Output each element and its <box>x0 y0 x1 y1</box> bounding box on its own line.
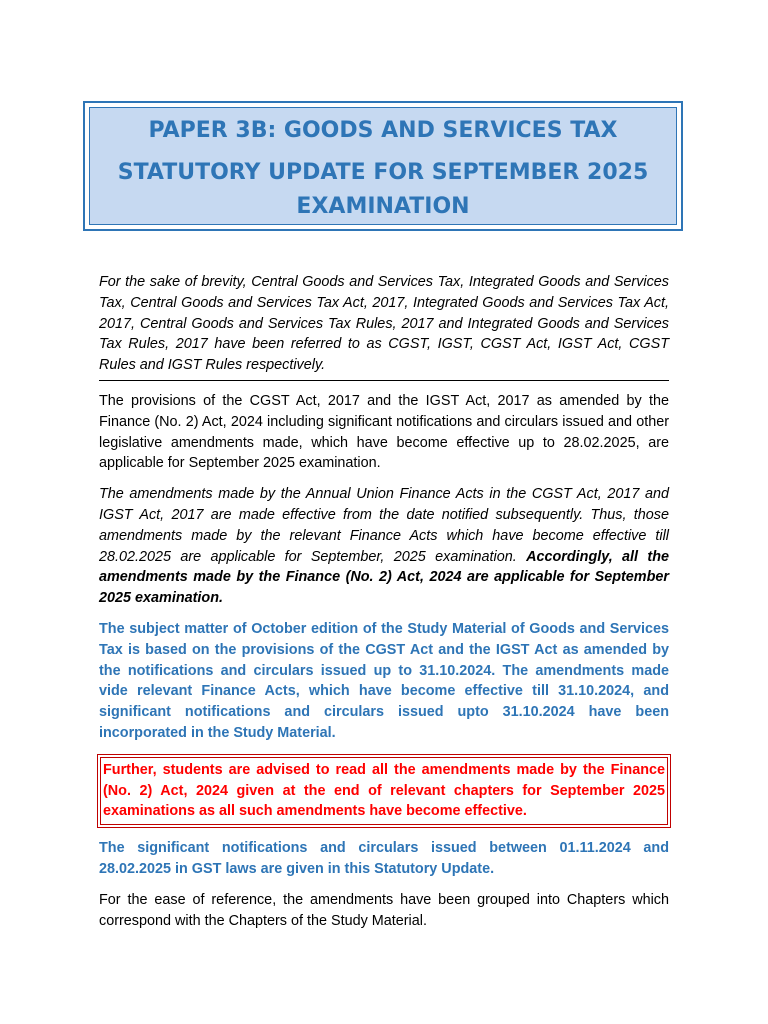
finance-act-italic-text: The amendments made by the Annual Union Finance Acts in the CGST Act, 2017 and IGST Act, 2017 are made effective from the date notified subsequently. Thus, those amendments made by the relevant Finance Acts which have become effective till 28.02.2025 are applicable for September, 2025 examination. <box>99 486 669 565</box>
title-line-3: EXAMINATION <box>296 194 470 219</box>
reference-paragraph: For the ease of reference, the amendments have been grouped into Chapters which correspond with the Chapters of the Study Material. <box>99 891 669 929</box>
advisory-text: Further, students are advised to read all the amendments made by the Finance (No. 2) Act, 2024 given at the end of relevant chapters for September 2025 examinations as all such amendments have become effective. <box>100 757 668 825</box>
title-box <box>83 101 683 231</box>
title-line-1: PAPER 3B: GOODS AND SERVICES TAX <box>148 118 618 143</box>
finance-act-bold-text: Accordingly, all the amendments made by the Finance (No. 2) Act, 2024 are applicable for September 2025 examination. <box>99 548 669 607</box>
title-line-2: STATUTORY UPDATE FOR SEPTEMBER 2025 <box>117 160 649 185</box>
title-banner <box>89 107 677 225</box>
abbreviation-note: For the sake of brevity, Central Goods and Services Tax, Integrated Goods and Services Tax, Central Goods and Services Tax Act, 2017, Integrated Goods and Services Tax Act, 2017, Central Goods and Services Tax Rules, 2017 and Integrated Goods and Services Tax Rules, 2017 have been referred to as CGST, IGST, CGST Act, IGST Act, CGST Rules and IGST Rules respectively. <box>99 272 669 381</box>
statutory-update-paragraph: The significant notifications and circulars issued between 01.11.2024 and 28.02.2025 in GST laws are given in this Statutory Update. <box>99 840 669 877</box>
document-body <box>99 272 669 941</box>
study-material-paragraph: The subject matter of October edition of the Study Material of Goods and Services Tax is based on the provisions of the CGST Act and the IGST Act as amended by the notifications and circulars issued up to 31.10.2024. The amendments made vide relevant Finance Acts, which have become effective till 31.10.2024, and significant notifications and circulars issued upto 31.10.2024 have been incorporated in the Study Material. <box>99 620 669 741</box>
advisory-box <box>97 754 671 828</box>
applicability-paragraph: The provisions of the CGST Act, 2017 and the IGST Act, 2017 as amended by the Finance (No. 2) Act, 2024 including significant notifications and circulars issued and other legislative amendments made, which have become effective up to 28.02.2025, are applicable for September 2025 examination. <box>99 392 669 472</box>
finance-act-paragraph <box>99 484 669 609</box>
